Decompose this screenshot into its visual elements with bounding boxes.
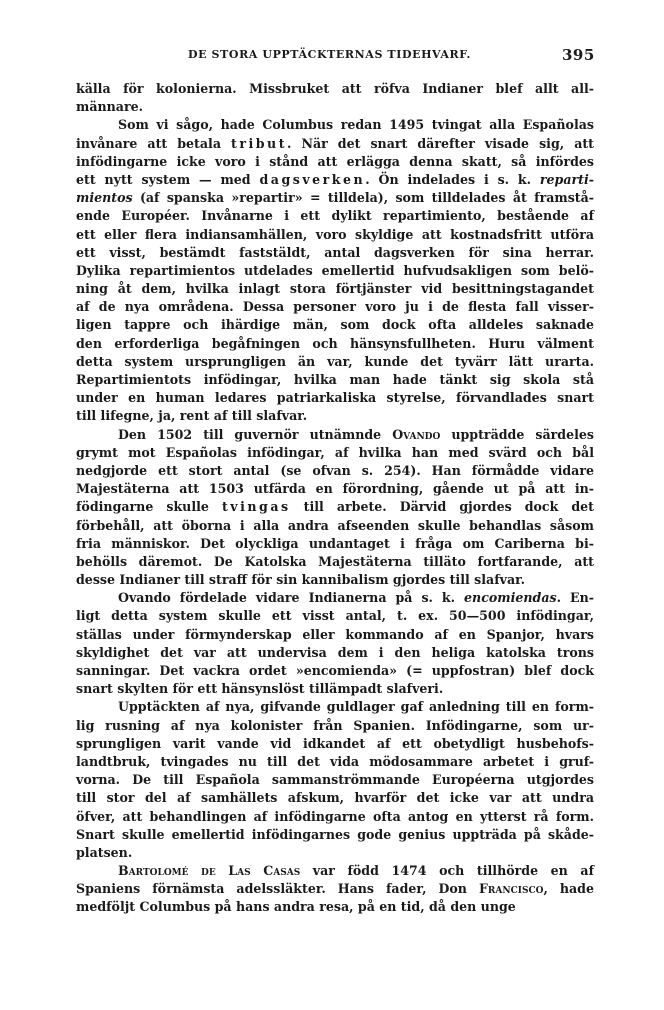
text-line: Repartimientots infödingar, hvilka man hade tänkt sig skola stå <box>76 372 594 387</box>
text-line: nedgjorde ett stort antal (se ofvan s. 254). Han förmådde vidare <box>76 462 594 478</box>
text-line: födingarne skulle tvingas till arbete. Därvid gjordes dock det <box>76 499 594 515</box>
text-line: männare. <box>76 99 143 115</box>
text-line: under en human ledares patriarkaliska styrelse, förvandlades snart <box>76 390 594 406</box>
text-line: detta system ursprungligen än var, kunde det tyvärr lätt urarta. <box>76 353 594 369</box>
text-line: ligen tappre och ihärdige män, som dock ofta alldeles saknade <box>76 317 594 333</box>
text-line: snart skylten för ett hänsynslöst tillämpadt slafveri. <box>76 681 444 697</box>
text-line: af de nya områdena. Dessa personer voro ju i de flesta fall visser- <box>76 299 594 315</box>
text-line: medföljt Columbus på hans andra resa, på en tid, då den unge <box>76 899 516 915</box>
body-text <box>76 80 594 917</box>
text-line: ett visst, bestämdt faststäldt, antal dagsverken för sina herrar. <box>76 244 594 260</box>
text-line: ett nytt system — med dagsverken. Ön indelades i s. k. reparti- <box>76 171 594 187</box>
text-line: sprungligen varit vande vid idkandet af ett obetydligt husbehofs- <box>76 735 594 751</box>
text-line: Bartolomé de Las Casas var född 1474 och tillhörde en af <box>118 863 594 879</box>
text-line: lig rusning af nya kolonister från Spanien. Infödingarne, som ur- <box>76 717 594 733</box>
text-line: ende Européer. Invånarne i ett dylikt repartimiento, bestående af <box>76 208 594 224</box>
text-line: Upptäckten af nya, gifvande guldlager gaf anledning till en form- <box>118 699 594 715</box>
text-line: Spaniens förnämsta adelssläkter. Hans fader, Don Francisco, hade <box>76 881 594 897</box>
text-line: sanningar. Det vackra ordet »encomienda» (= uppfostran) blef dock <box>76 663 594 678</box>
text-line: öfver, att behandlingen af infödingarne ofta antog en ytterst rå form. <box>76 808 594 824</box>
text-line: fria människor. Det olyckliga undantaget i fråga om Cariberna bi- <box>76 535 594 551</box>
text-line: ett eller flera indiansamhällen, voro skyldige att kostnadsfritt utföra <box>76 226 594 242</box>
running-title: DE STORA UPPTÄCKTERNAS TIDEHVARF. <box>188 48 471 61</box>
text-line: Som vi sågo, hade Columbus redan 1495 tvingat alla Españolas <box>118 117 594 133</box>
text-line: skyldighet det var att undervisa dem i den heliga katolska trons <box>76 644 594 660</box>
text-line: vorna. De till Española sammanströmmande Européerna utgjordes <box>76 772 594 788</box>
text-line: mientos (af spanska »repartir» = tilldela), som tilldelades åt framstå- <box>76 190 594 206</box>
text-line: landtbruk, tvingades nu till det vida mödosammare arbetet i gruf- <box>76 753 594 769</box>
text-line: till stor del af samhällets afskum, hvarför det icke var att undra <box>76 790 594 806</box>
text-line: Ovando fördelade vidare Indianerna på s. k. encomiendas. En- <box>118 590 594 606</box>
text-line: grymt mot Españolas infödingar, af hvilka han med svärd och bål <box>76 444 594 460</box>
running-head <box>0 46 664 66</box>
text-line: platsen. <box>76 844 133 860</box>
text-line: Den 1502 till guvernör utnämnde Ovando uppträdde särdeles <box>118 426 594 442</box>
text-line: Snart skulle emellertid infödingarnes gode genius uppträda på skåde- <box>76 826 594 842</box>
text-line: förbehåll, att öborna i alla andra afseenden skulle behandlas såsom <box>76 517 594 533</box>
text-line: källa för kolonierna. Missbruket att röfva Indianer blef allt all- <box>76 81 594 96</box>
text-line: behölls däremot. De Katolska Majestäterna tilläto fortfarande, att <box>76 553 594 569</box>
text-line: infödingarne icke voro i stånd att erlägga denna skatt, så infördes <box>76 153 594 169</box>
text-line: invånare att betala tribut. När det snart därefter visade sig, att <box>76 135 594 151</box>
text-line: ning åt dem, hvilka inlagt stora förtjänster vid besittningstagandet <box>76 281 594 297</box>
text-line: Dylika repartimientos utdelades emellertid hufvudsakligen som belö- <box>76 262 594 278</box>
text-line: den erforderliga begåfningen och hänsynsfullheten. Huru välment <box>76 335 594 351</box>
text-line: desse Indianer till straff för sin kannibalism gjordes till slafvar. <box>76 572 525 588</box>
text-line: ligt detta system skulle ett visst antal, t. ex. 50—500 infödingar, <box>76 608 594 624</box>
text-line: Majestäterna att 1503 utfärda en förordning, gående ut på att in- <box>76 481 594 497</box>
text-line: till lifegne, ja, rent af till slafvar. <box>76 408 308 424</box>
text-line: ställas under förmynderskap eller kommando af en Spanjor, hvars <box>76 626 594 642</box>
page-number: 395 <box>562 46 595 64</box>
